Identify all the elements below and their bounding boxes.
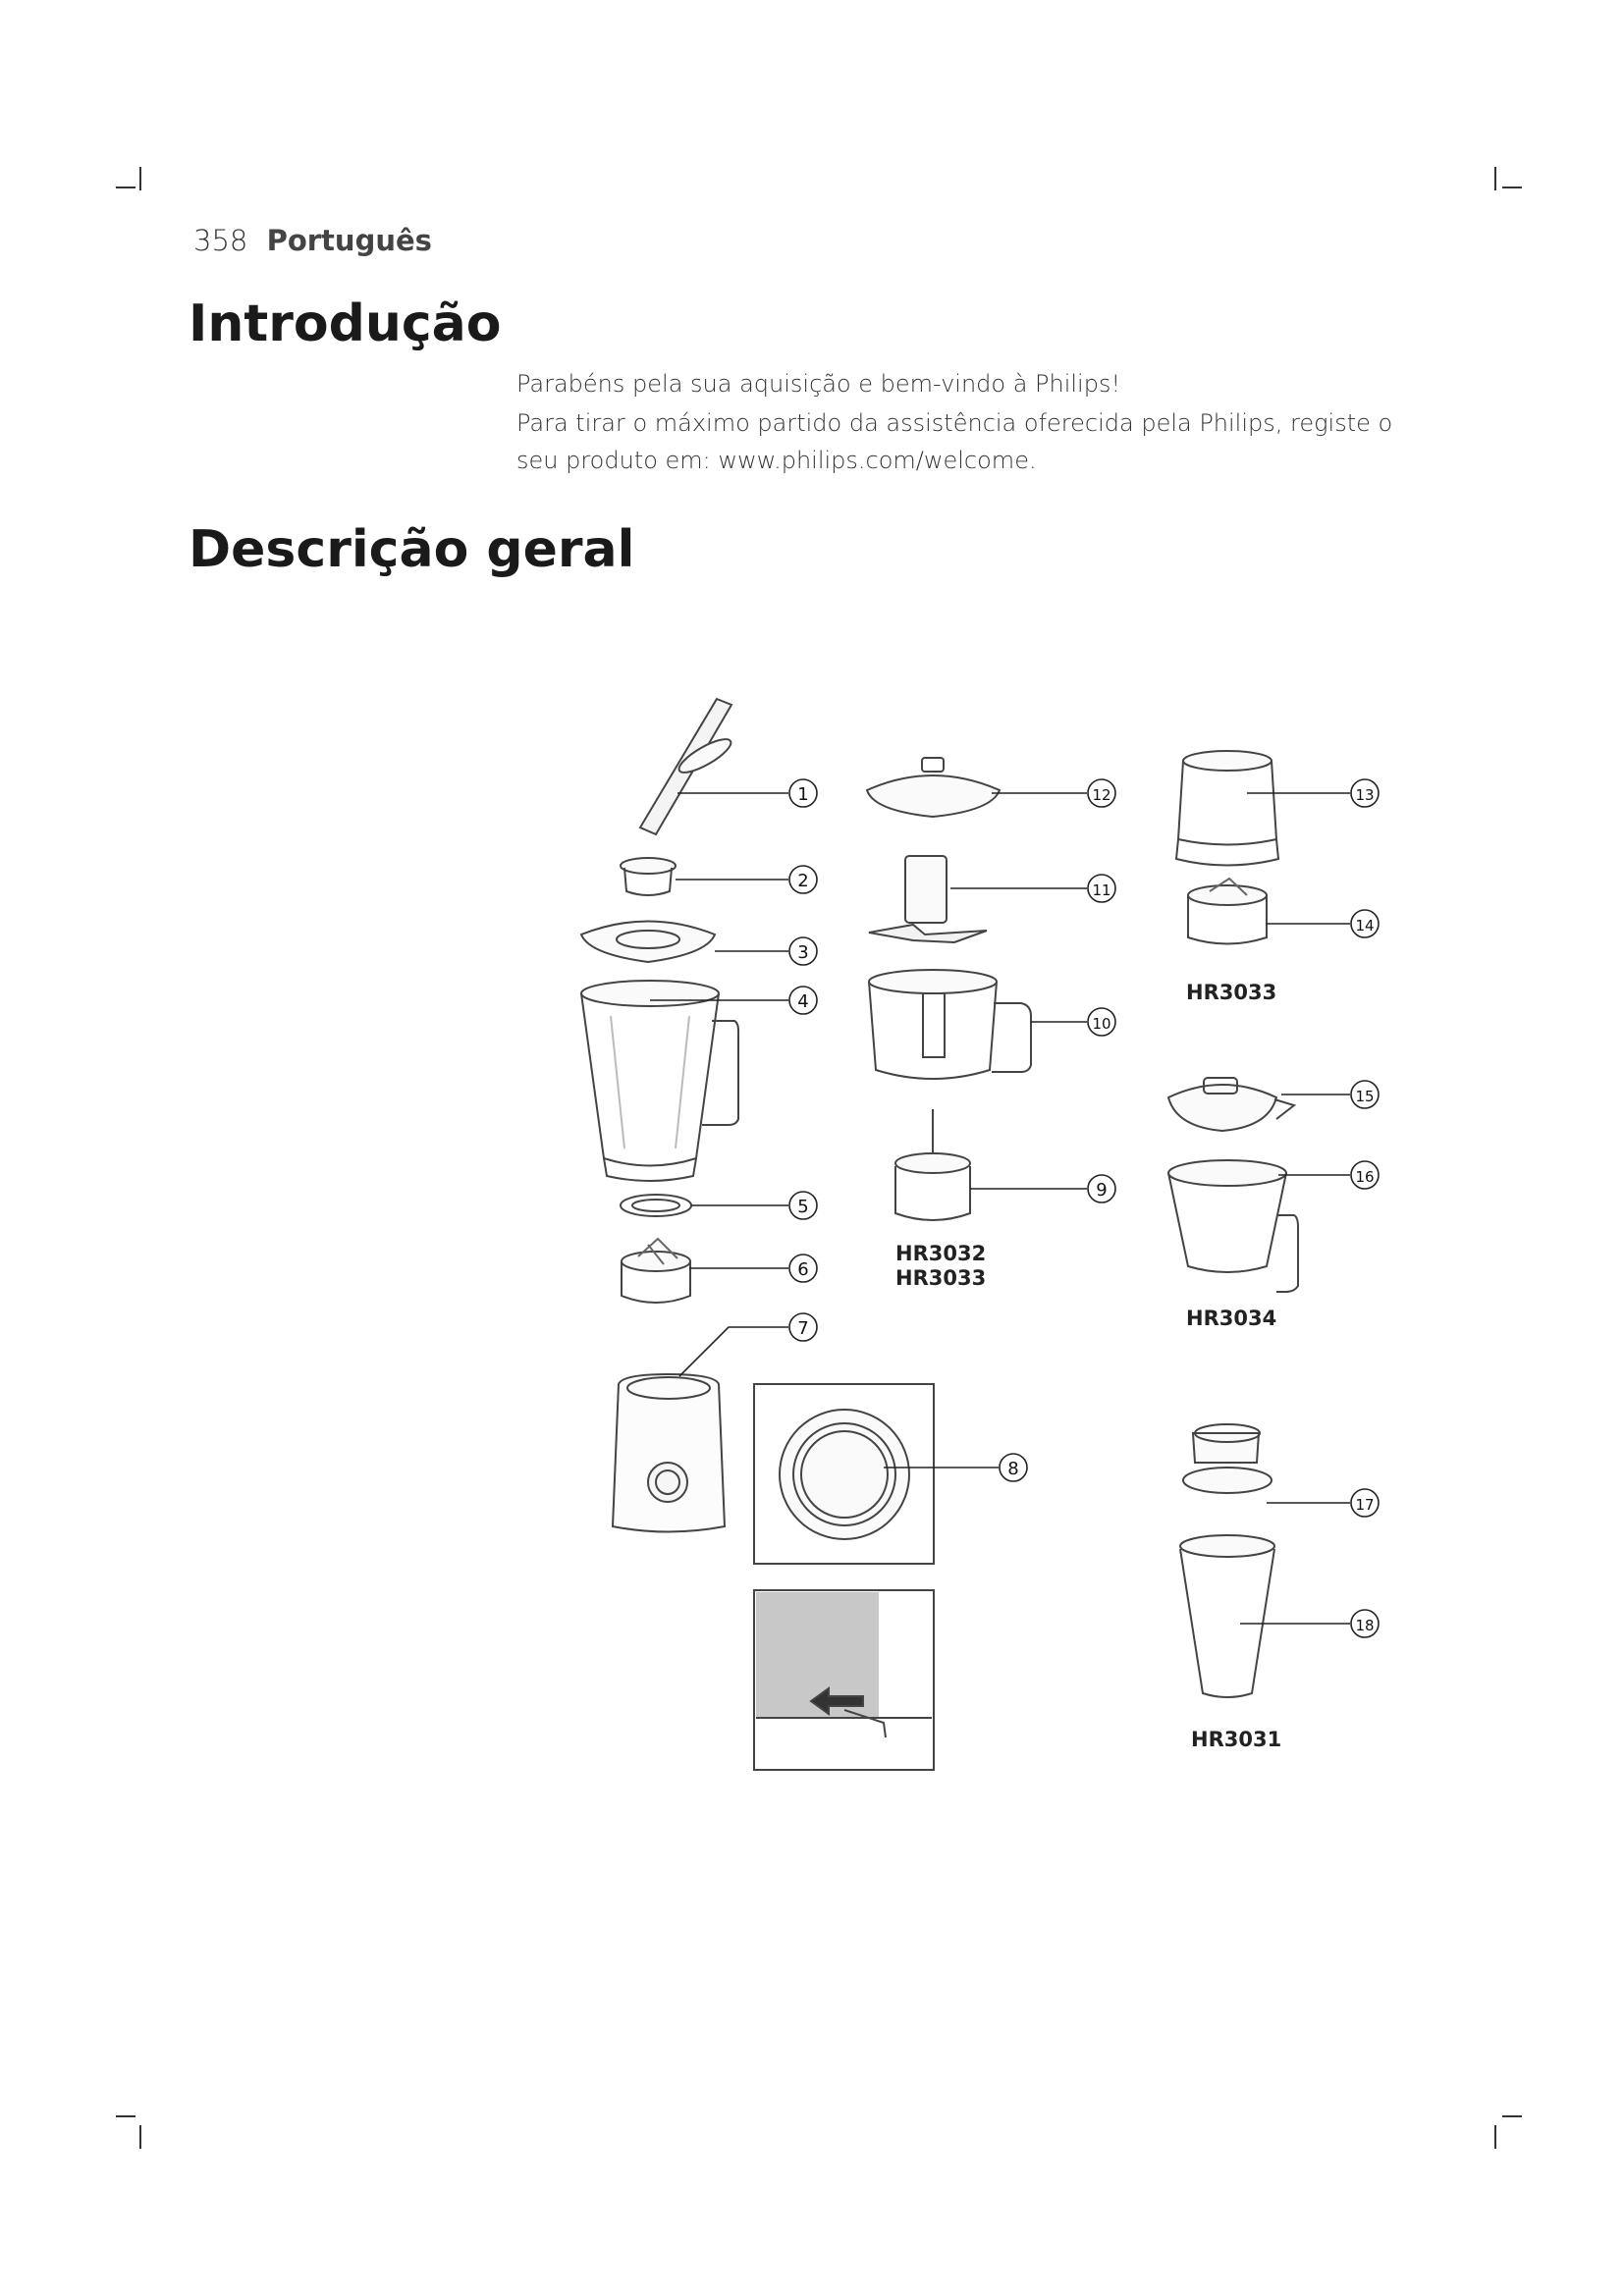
to-go-bottle-illustration: [1180, 1535, 1274, 1697]
intro-line-1: Parabéns pela sua aquisição e bem-vindo à Philips!: [516, 370, 1121, 398]
header-language: Português: [266, 224, 432, 257]
grinder-lid-illustration: [1168, 1078, 1294, 1131]
callout-17: 17: [1355, 1496, 1375, 1514]
callout-5: 5: [797, 1197, 809, 1217]
chopper-bowl-illustration: [869, 970, 1031, 1079]
motor-unit-illustration: [613, 1374, 934, 1770]
chopper-blade-illustration: [869, 856, 987, 942]
lid-illustration: [581, 922, 715, 963]
model-label-to-go: HR3031: [1191, 1728, 1282, 1751]
callout-15: 15: [1355, 1088, 1375, 1105]
overview-heading: Descrição geral: [189, 520, 635, 579]
intro-heading: Introdução: [189, 294, 502, 353]
blender-jar-illustration: [581, 981, 738, 1181]
page-number: 358: [193, 224, 248, 257]
callout-9: 9: [1096, 1180, 1108, 1201]
grinder-jar-illustration: [1168, 1160, 1298, 1292]
to-go-lid-illustration: [1183, 1424, 1272, 1493]
intro-line-2: Para tirar o máximo partido da assistência oferecida pela Philips, registe o seu produto em: www.philips.com/welcome.: [516, 409, 1393, 474]
callout-6: 6: [797, 1259, 809, 1280]
model-label-mill: HR3033: [1186, 981, 1277, 1004]
measuring-cup-illustration: [621, 858, 676, 895]
callout-12: 12: [1092, 786, 1111, 804]
callout-10: 10: [1092, 1015, 1111, 1033]
callout-16: 16: [1355, 1168, 1375, 1186]
callout-18: 18: [1355, 1617, 1375, 1634]
sealing-ring-illustration: [621, 1195, 691, 1216]
mill-cup-illustration: [1176, 751, 1278, 866]
callout-7: 7: [797, 1318, 809, 1339]
model-label-grinder: HR3034: [1186, 1307, 1277, 1330]
callout-13: 13: [1355, 786, 1375, 804]
model-label-chopper-a: HR3032: [895, 1242, 987, 1265]
model-label-chopper-b: HR3033: [895, 1266, 987, 1290]
mill-blade-illustration: [1188, 879, 1267, 944]
callout-4: 4: [797, 991, 809, 1012]
callout-8: 8: [1007, 1459, 1019, 1479]
chopper-base-illustration: [895, 1109, 970, 1220]
blade-unit-illustration: [622, 1239, 690, 1303]
tamper-illustration: [640, 699, 734, 834]
callout-11: 11: [1092, 881, 1111, 899]
callout-1: 1: [797, 784, 809, 805]
callout-14: 14: [1355, 917, 1375, 934]
callout-2: 2: [797, 871, 809, 891]
callout-3: 3: [797, 942, 809, 963]
chopper-lid-illustration: [867, 758, 1000, 817]
